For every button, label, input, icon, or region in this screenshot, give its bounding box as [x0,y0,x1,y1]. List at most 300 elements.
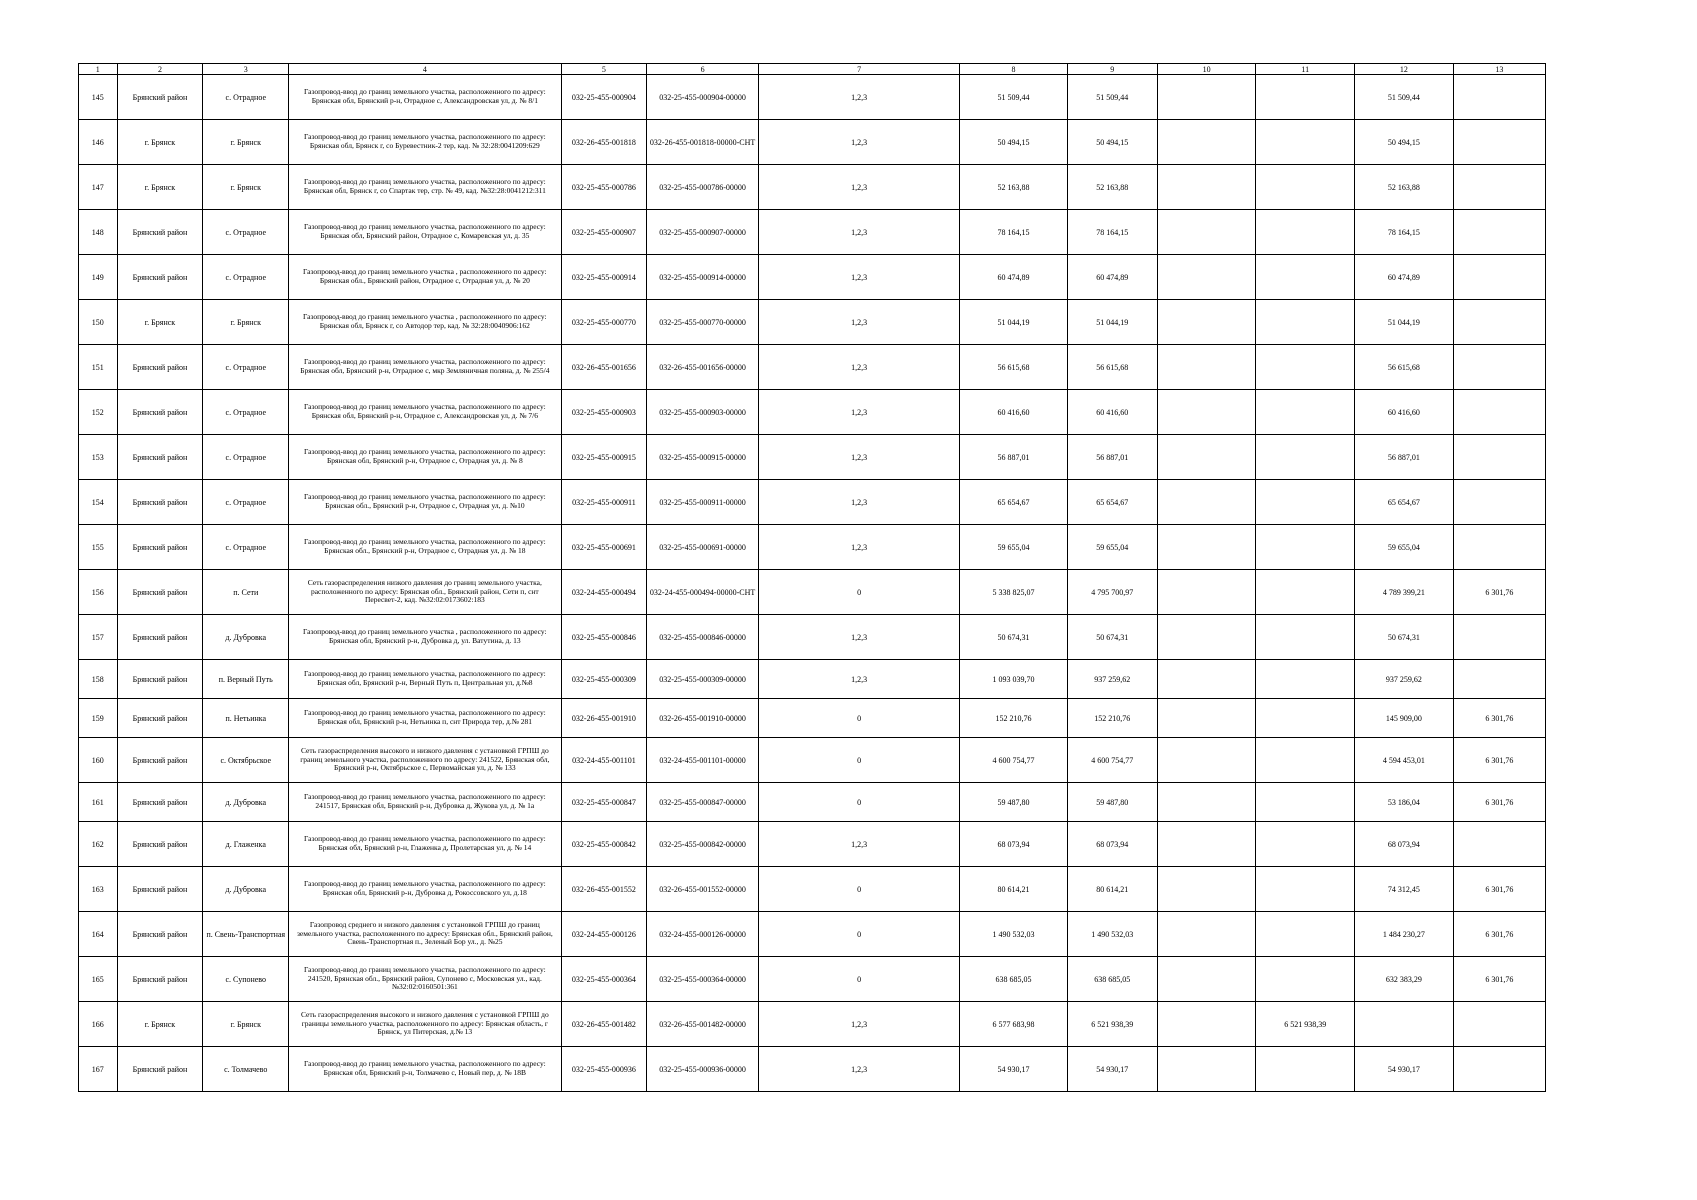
table-cell-col-7: 0 [758,912,960,957]
table-cell-col-7: 1,2,3 [758,120,960,165]
table-cell-col-3: с. Супонево [203,957,289,1002]
table-cell-col-10 [1157,435,1256,480]
table-cell-col-11 [1256,75,1355,120]
table-cell-col-10 [1157,699,1256,738]
table-cell-col-4: Сеть газораспределения низкого давления до границ земельного участка, расположенного по адресу: Брянская обл., Брянский район, Сети п, снт Пересвет-2, кад. №32:02:0173602:183 [289,570,561,615]
table-cell-col-1: 155 [79,525,118,570]
table-cell-col-4: Газопровод-ввод до границ земельного участка, расположенного по адресу: Брянская обл, Брянск г, со Буревестник-2 тер, кад. № 32:28:0041209:629 [289,120,561,165]
column-header-10: 10 [1157,64,1256,75]
table-cell-col-1: 157 [79,615,118,660]
table-cell-col-4: Газопровод-ввод до границ земельного участка, расположенного по адресу: Брянская обл, Брянский р-н, Верный Путь п, Центральная ул, д.№8 [289,660,561,699]
table-cell-col-8: 59 487,80 [960,783,1067,822]
table-cell-col-10 [1157,165,1256,210]
table-cell-col-11 [1256,660,1355,699]
table-cell-col-6: 032-26-455-001656-00000 [647,345,759,390]
table-cell-col-11 [1256,783,1355,822]
table-cell-col-13 [1453,1047,1545,1092]
table-cell-col-8: 4 600 754,77 [960,738,1067,783]
table-cell-col-7: 1,2,3 [758,435,960,480]
table-cell-col-6: 032-24-455-001101-00000 [647,738,759,783]
table-cell-col-7: 1,2,3 [758,75,960,120]
table-cell-col-5: 032-24-455-000494 [561,570,647,615]
table-cell-col-13 [1453,165,1545,210]
table-row [79,390,1546,435]
table-cell-col-11 [1256,699,1355,738]
table-cell-col-12: 4 594 453,01 [1355,738,1454,783]
table-cell-col-1: 151 [79,345,118,390]
table-cell-col-7: 0 [758,867,960,912]
table-cell-col-13 [1453,120,1545,165]
table-cell-col-10 [1157,660,1256,699]
table-cell-col-13 [1453,75,1545,120]
table-cell-col-7: 1,2,3 [758,1002,960,1047]
table-cell-col-12: 56 887,01 [1355,435,1454,480]
table-cell-col-2: Брянский район [117,255,203,300]
table-cell-col-4: Газопровод-ввод до границ земельного участка , расположенного по адресу: Брянская обл, Брянск г, со Автодор тер, кад. № 32:28:0040906:162 [289,300,561,345]
table-cell-col-2: Брянский район [117,699,203,738]
table-cell-col-2: Брянский район [117,867,203,912]
table-cell-col-6: 032-24-455-000126-00000 [647,912,759,957]
table-cell-col-13: 6 301,76 [1453,783,1545,822]
table-cell-col-9: 51 044,19 [1067,300,1157,345]
table-cell-col-11 [1256,912,1355,957]
column-header-7: 7 [758,64,960,75]
table-cell-col-4: Газопровод-ввод до границ земельного участка, расположенного по адресу: Брянская обл, Брянский р-н, Нетьинка п, снт Природа тер, д.№ 281 [289,699,561,738]
table-cell-col-9: 60 474,89 [1067,255,1157,300]
table-cell-col-10 [1157,738,1256,783]
table-cell-col-1: 148 [79,210,118,255]
table-cell-col-13: 6 301,76 [1453,738,1545,783]
table-cell-col-4: Сеть газораспределения высокого и низкого давления с установкой ГРПШ до границы земельного участка, расположенного по адресу: Брянская область, г Брянск, ул Питерская, д.№ 13 [289,1002,561,1047]
table-row [79,300,1546,345]
table-cell-col-4: Газопровод-ввод до границ земельного участка, расположенного по адресу: Брянская обл, Брянский р-н, Толмачево с, Новый пер, д. № 18В [289,1047,561,1092]
table-cell-col-10 [1157,867,1256,912]
table-cell-col-3: с. Отрадное [203,435,289,480]
table-row [79,867,1546,912]
table-cell-col-10 [1157,120,1256,165]
table-cell-col-12: 54 930,17 [1355,1047,1454,1092]
register-table [78,63,1546,1092]
table-cell-col-9: 51 509,44 [1067,75,1157,120]
table-cell-col-11 [1256,300,1355,345]
table-cell-col-11 [1256,957,1355,1002]
table-cell-col-12: 4 789 399,21 [1355,570,1454,615]
column-header-12: 12 [1355,64,1454,75]
table-cell-col-5: 032-26-455-001910 [561,699,647,738]
table-cell-col-3: с. Отрадное [203,525,289,570]
table-cell-col-9: 56 887,01 [1067,435,1157,480]
table-cell-col-2: Брянский район [117,822,203,867]
column-header-3: 3 [203,64,289,75]
table-cell-col-6: 032-25-455-000364-00000 [647,957,759,1002]
column-header-13: 13 [1453,64,1545,75]
table-cell-col-8: 56 887,01 [960,435,1067,480]
table-cell-col-7: 0 [758,699,960,738]
table-cell-col-13: 6 301,76 [1453,957,1545,1002]
table-cell-col-5: 032-25-455-000842 [561,822,647,867]
table-cell-col-8: 5 338 825,07 [960,570,1067,615]
table-cell-col-6: 032-25-455-000936-00000 [647,1047,759,1092]
table-cell-col-8: 50 674,31 [960,615,1067,660]
table-cell-col-13: 6 301,76 [1453,570,1545,615]
table-cell-col-3: г. Брянск [203,120,289,165]
table-cell-col-4: Газопровод-ввод до границ земельного участка, расположенного по адресу: Брянская обл, Брянский р-н, Отрадное с, Отрадная ул, д. № 8 [289,435,561,480]
table-cell-col-11 [1256,435,1355,480]
table-cell-col-12 [1355,1002,1454,1047]
table-cell-col-2: Брянский район [117,783,203,822]
table-cell-col-7: 1,2,3 [758,345,960,390]
table-cell-col-7: 0 [758,957,960,1002]
table-cell-col-12: 50 494,15 [1355,120,1454,165]
table-cell-col-3: д. Дубровка [203,615,289,660]
table-cell-col-3: п. Верный Путь [203,660,289,699]
table-row [79,699,1546,738]
table-cell-col-4: Газопровод среднего и низкого давления с установкой ГРПШ до границ земельного участка, расположенного по адресу: Брянская обл., Брянский район, Свень-Транспортная п., Зеленый Бор ул., д. №25 [289,912,561,957]
table-cell-col-3: г. Брянск [203,300,289,345]
table-cell-col-4: Газопровод-ввод до границ земельного участка , расположенного по адресу: Брянская обл, Брянский р-н, Дубровка д, ул. Ватутина, д. 13 [289,615,561,660]
table-cell-col-7: 1,2,3 [758,300,960,345]
table-cell-col-7: 1,2,3 [758,390,960,435]
table-cell-col-12: 51 509,44 [1355,75,1454,120]
table-cell-col-5: 032-25-455-000911 [561,480,647,525]
table-row [79,738,1546,783]
table-cell-col-12: 1 484 230,27 [1355,912,1454,957]
table-cell-col-3: с. Отрадное [203,345,289,390]
table-cell-col-9: 56 615,68 [1067,345,1157,390]
table-cell-col-6: 032-25-455-000911-00000 [647,480,759,525]
table-cell-col-8: 65 654,67 [960,480,1067,525]
table-cell-col-6: 032-25-455-000846-00000 [647,615,759,660]
table-cell-col-4: Газопровод-ввод до границ земельного участка, расположенного по адресу: Брянская обл, Брянский район, Отрадное с, Комаревская ул, д. 35 [289,210,561,255]
table-cell-col-5: 032-26-455-001818 [561,120,647,165]
table-cell-col-1: 167 [79,1047,118,1092]
table-cell-col-9: 1 490 532,03 [1067,912,1157,957]
column-header-8: 8 [960,64,1067,75]
table-cell-col-7: 0 [758,738,960,783]
table-cell-col-10 [1157,783,1256,822]
table-cell-col-13: 6 301,76 [1453,699,1545,738]
table-cell-col-8: 50 494,15 [960,120,1067,165]
table-cell-col-1: 160 [79,738,118,783]
table-cell-col-9: 54 930,17 [1067,1047,1157,1092]
table-cell-col-12: 68 073,94 [1355,822,1454,867]
table-cell-col-1: 153 [79,435,118,480]
table-cell-col-10 [1157,570,1256,615]
table-cell-col-7: 0 [758,570,960,615]
table-cell-col-3: с. Отрадное [203,390,289,435]
table-cell-col-4: Газопровод-ввод до границ земельного участка, расположенного по адресу: Брянская обл., Брянский р-н, Отрадное с, Отрадная ул, д. №10 [289,480,561,525]
table-cell-col-6: 032-25-455-000915-00000 [647,435,759,480]
table-cell-col-3: п. Нетьинка [203,699,289,738]
table-cell-col-6: 032-25-455-000904-00000 [647,75,759,120]
table-cell-col-2: Брянский район [117,435,203,480]
table-cell-col-1: 146 [79,120,118,165]
table-cell-col-12: 937 259,62 [1355,660,1454,699]
table-cell-col-9: 6 521 938,39 [1067,1002,1157,1047]
column-header-4: 4 [289,64,561,75]
table-cell-col-8: 60 416,60 [960,390,1067,435]
table-row [79,1047,1546,1092]
table-cell-col-2: г. Брянск [117,300,203,345]
table-cell-col-9: 60 416,60 [1067,390,1157,435]
table-cell-col-4: Газопровод-ввод до границ земельного участка, расположенного по адресу: Брянская обл, Брянск г, со Спартак тер, стр. № 49, кад. №32:28:0041212:311 [289,165,561,210]
table-cell-col-7: 1,2,3 [758,210,960,255]
table-cell-col-1: 147 [79,165,118,210]
table-cell-col-11: 6 521 938,39 [1256,1002,1355,1047]
table-cell-col-8: 1 490 532,03 [960,912,1067,957]
table-cell-col-3: с. Отрадное [203,255,289,300]
table-row [79,660,1546,699]
table-row [79,525,1546,570]
table-cell-col-9: 4 600 754,77 [1067,738,1157,783]
table-cell-col-4: Газопровод-ввод до границ земельного участка, расположенного по адресу: 241517, Брянская обл, Брянский р-н, Дубровка д, Жукова ул, д. № 1а [289,783,561,822]
table-cell-col-11 [1256,867,1355,912]
table-cell-col-10 [1157,210,1256,255]
table-cell-col-8: 6 577 683,98 [960,1002,1067,1047]
table-cell-col-3: с. Отрадное [203,75,289,120]
table-cell-col-6: 032-25-455-000914-00000 [647,255,759,300]
table-cell-col-7: 1,2,3 [758,615,960,660]
table-cell-col-5: 032-25-455-000364 [561,957,647,1002]
table-cell-col-13: 6 301,76 [1453,867,1545,912]
table-cell-col-11 [1256,738,1355,783]
table-cell-col-5: 032-25-455-000770 [561,300,647,345]
table-cell-col-13 [1453,822,1545,867]
table-cell-col-2: Брянский район [117,1047,203,1092]
table-cell-col-6: 032-26-455-001482-00000 [647,1002,759,1047]
table-cell-col-13 [1453,345,1545,390]
table-cell-col-5: 032-26-455-001552 [561,867,647,912]
table-cell-col-6: 032-25-455-000903-00000 [647,390,759,435]
table-cell-col-12: 145 909,00 [1355,699,1454,738]
table-cell-col-9: 68 073,94 [1067,822,1157,867]
table-cell-col-9: 937 259,62 [1067,660,1157,699]
table-row [79,1002,1546,1047]
table-cell-col-3: д. Глаженка [203,822,289,867]
table-cell-col-2: г. Брянск [117,165,203,210]
table-cell-col-2: г. Брянск [117,1002,203,1047]
table-cell-col-10 [1157,480,1256,525]
table-cell-col-8: 78 164,15 [960,210,1067,255]
table-cell-col-3: п. Свень-Транспортная [203,912,289,957]
table-cell-col-4: Газопровод-ввод до границ земельного участка, расположенного по адресу: Брянская обл, Брянский р-н, Дубровка д, Рокоссовского ул, д.18 [289,867,561,912]
document-sheet [78,63,1546,1092]
table-cell-col-8: 56 615,68 [960,345,1067,390]
table-cell-col-4: Газопровод-ввод до границ земельного участка , расположенного по адресу: Брянская обл., Брянский район, Отрадное с, Отрадная ул, д. № 20 [289,255,561,300]
table-cell-col-5: 032-25-455-000914 [561,255,647,300]
table-cell-col-10 [1157,957,1256,1002]
table-body [79,75,1546,1092]
table-cell-col-4: Сеть газораспределения высокого и низкого давления с установкой ГРПШ до границ земельного участка, расположенного по адресу: 241522, Брянская обл, Брянский р-н, Октябрьское с, Первомайская ул, д. № 133 [289,738,561,783]
table-cell-col-12: 50 674,31 [1355,615,1454,660]
table-cell-col-6: 032-25-455-000842-00000 [647,822,759,867]
table-row [79,210,1546,255]
table-row [79,165,1546,210]
column-header-6: 6 [647,64,759,75]
table-cell-col-7: 1,2,3 [758,165,960,210]
table-row [79,570,1546,615]
table-cell-col-5: 032-24-455-000126 [561,912,647,957]
table-cell-col-5: 032-25-455-000847 [561,783,647,822]
table-cell-col-7: 1,2,3 [758,1047,960,1092]
table-cell-col-9: 78 164,15 [1067,210,1157,255]
table-cell-col-13 [1453,435,1545,480]
table-cell-col-12: 59 655,04 [1355,525,1454,570]
table-cell-col-3: г. Брянск [203,165,289,210]
table-cell-col-1: 162 [79,822,118,867]
table-cell-col-2: Брянский район [117,660,203,699]
table-cell-col-11 [1256,570,1355,615]
table-cell-col-11 [1256,480,1355,525]
table-cell-col-8: 51 509,44 [960,75,1067,120]
table-cell-col-7: 1,2,3 [758,480,960,525]
table-cell-col-12: 60 474,89 [1355,255,1454,300]
table-cell-col-1: 145 [79,75,118,120]
table-cell-col-4: Газопровод-ввод до границ земельного участка, расположенного по адресу: Брянская обл, Брянский р-н, Отрадное с, мкр Земляничная поляна, д. № 255/4 [289,345,561,390]
table-cell-col-11 [1256,615,1355,660]
header-row [79,64,1546,75]
table-cell-col-1: 164 [79,912,118,957]
table-cell-col-12: 78 164,15 [1355,210,1454,255]
table-cell-col-4: Газопровод-ввод до границ земельного участка, расположенного по адресу: Брянская обл, Брянский р-н, Отрадное с, Александровская ул, д. № 7/6 [289,390,561,435]
table-cell-col-5: 032-25-455-000903 [561,390,647,435]
table-cell-col-11 [1256,1047,1355,1092]
table-cell-col-12: 632 383,29 [1355,957,1454,1002]
table-cell-col-13 [1453,525,1545,570]
column-header-5: 5 [561,64,647,75]
table-cell-col-8: 54 930,17 [960,1047,1067,1092]
table-cell-col-6: 032-25-455-000309-00000 [647,660,759,699]
table-cell-col-3: с. Отрадное [203,210,289,255]
table-cell-col-2: Брянский район [117,738,203,783]
table-cell-col-13 [1453,300,1545,345]
table-cell-col-6: 032-26-455-001552-00000 [647,867,759,912]
table-cell-col-8: 60 474,89 [960,255,1067,300]
table-cell-col-6: 032-26-455-001818-00000-СНТ [647,120,759,165]
table-cell-col-12: 65 654,67 [1355,480,1454,525]
table-cell-col-5: 032-25-455-000846 [561,615,647,660]
table-row [79,783,1546,822]
table-row [79,255,1546,300]
table-cell-col-7: 1,2,3 [758,255,960,300]
table-cell-col-10 [1157,1047,1256,1092]
table-cell-col-12: 53 186,04 [1355,783,1454,822]
table-cell-col-1: 149 [79,255,118,300]
table-cell-col-6: 032-26-455-001910-00000 [647,699,759,738]
table-cell-col-2: Брянский район [117,210,203,255]
table-cell-col-7: 1,2,3 [758,660,960,699]
table-cell-col-12: 60 416,60 [1355,390,1454,435]
table-cell-col-10 [1157,75,1256,120]
table-cell-col-3: с. Октябрьское [203,738,289,783]
table-cell-col-4: Газопровод-ввод до границ земельного участка, расположенного по адресу: Брянская обл, Брянский р-н, Глаженка д, Пролетарская ул, д. № 14 [289,822,561,867]
table-cell-col-10 [1157,345,1256,390]
table-cell-col-3: с. Отрадное [203,480,289,525]
table-cell-col-10 [1157,300,1256,345]
table-cell-col-7: 1,2,3 [758,822,960,867]
table-cell-col-6: 032-25-455-000770-00000 [647,300,759,345]
table-row [79,957,1546,1002]
table-cell-col-5: 032-24-455-001101 [561,738,647,783]
table-cell-col-7: 0 [758,783,960,822]
table-cell-col-13: 6 301,76 [1453,912,1545,957]
table-cell-col-13 [1453,255,1545,300]
table-cell-col-5: 032-26-455-001482 [561,1002,647,1047]
table-cell-col-1: 159 [79,699,118,738]
table-cell-col-13 [1453,1002,1545,1047]
table-cell-col-5: 032-25-455-000907 [561,210,647,255]
table-row [79,345,1546,390]
table-cell-col-2: Брянский район [117,480,203,525]
table-cell-col-8: 152 210,76 [960,699,1067,738]
table-cell-col-9: 4 795 700,97 [1067,570,1157,615]
table-row [79,120,1546,165]
table-cell-col-5: 032-25-455-000309 [561,660,647,699]
table-cell-col-12: 56 615,68 [1355,345,1454,390]
table-cell-col-6: 032-25-455-000691-00000 [647,525,759,570]
table-cell-col-8: 68 073,94 [960,822,1067,867]
table-cell-col-10 [1157,822,1256,867]
column-header-9: 9 [1067,64,1157,75]
table-cell-col-1: 166 [79,1002,118,1047]
table-cell-col-5: 032-26-455-001656 [561,345,647,390]
table-cell-col-13 [1453,390,1545,435]
table-cell-col-1: 156 [79,570,118,615]
table-row [79,912,1546,957]
table-cell-col-11 [1256,120,1355,165]
table-cell-col-11 [1256,255,1355,300]
table-cell-col-4: Газопровод-ввод до границ земельного участка, расположенного по адресу: 241520, Брянская обл., Брянский район, Супонево с, Московская ул., кад. №32:02:0160501:361 [289,957,561,1002]
table-cell-col-9: 152 210,76 [1067,699,1157,738]
table-cell-col-7: 1,2,3 [758,525,960,570]
table-cell-col-13 [1453,615,1545,660]
column-header-11: 11 [1256,64,1355,75]
table-cell-col-11 [1256,210,1355,255]
table-cell-col-11 [1256,525,1355,570]
table-cell-col-11 [1256,165,1355,210]
table-cell-col-9: 59 487,80 [1067,783,1157,822]
table-cell-col-5: 032-25-455-000786 [561,165,647,210]
table-cell-col-9: 65 654,67 [1067,480,1157,525]
table-cell-col-11 [1256,345,1355,390]
table-cell-col-5: 032-25-455-000936 [561,1047,647,1092]
table-cell-col-2: Брянский район [117,525,203,570]
table-row [79,75,1546,120]
table-cell-col-6: 032-24-455-000494-00000-СНТ [647,570,759,615]
table-cell-col-1: 152 [79,390,118,435]
table-cell-col-10 [1157,525,1256,570]
table-row [79,435,1546,480]
table-cell-col-2: Брянский район [117,615,203,660]
table-cell-col-6: 032-25-455-000907-00000 [647,210,759,255]
table-cell-col-3: п. Сети [203,570,289,615]
table-cell-col-2: г. Брянск [117,120,203,165]
table-cell-col-4: Газопровод-ввод до границ земельного участка, расположенного по адресу: Брянская обл, Брянский р-н, Отрадное с, Александровская ул, д. № 8/1 [289,75,561,120]
table-cell-col-12: 74 312,45 [1355,867,1454,912]
table-cell-col-9: 638 685,05 [1067,957,1157,1002]
table-cell-col-11 [1256,390,1355,435]
table-cell-col-1: 158 [79,660,118,699]
table-cell-col-10 [1157,1002,1256,1047]
table-row [79,822,1546,867]
table-cell-col-8: 59 655,04 [960,525,1067,570]
table-cell-col-1: 165 [79,957,118,1002]
table-cell-col-2: Брянский район [117,570,203,615]
table-cell-col-8: 80 614,21 [960,867,1067,912]
column-header-1: 1 [79,64,118,75]
table-cell-col-2: Брянский район [117,75,203,120]
table-cell-col-13 [1453,660,1545,699]
